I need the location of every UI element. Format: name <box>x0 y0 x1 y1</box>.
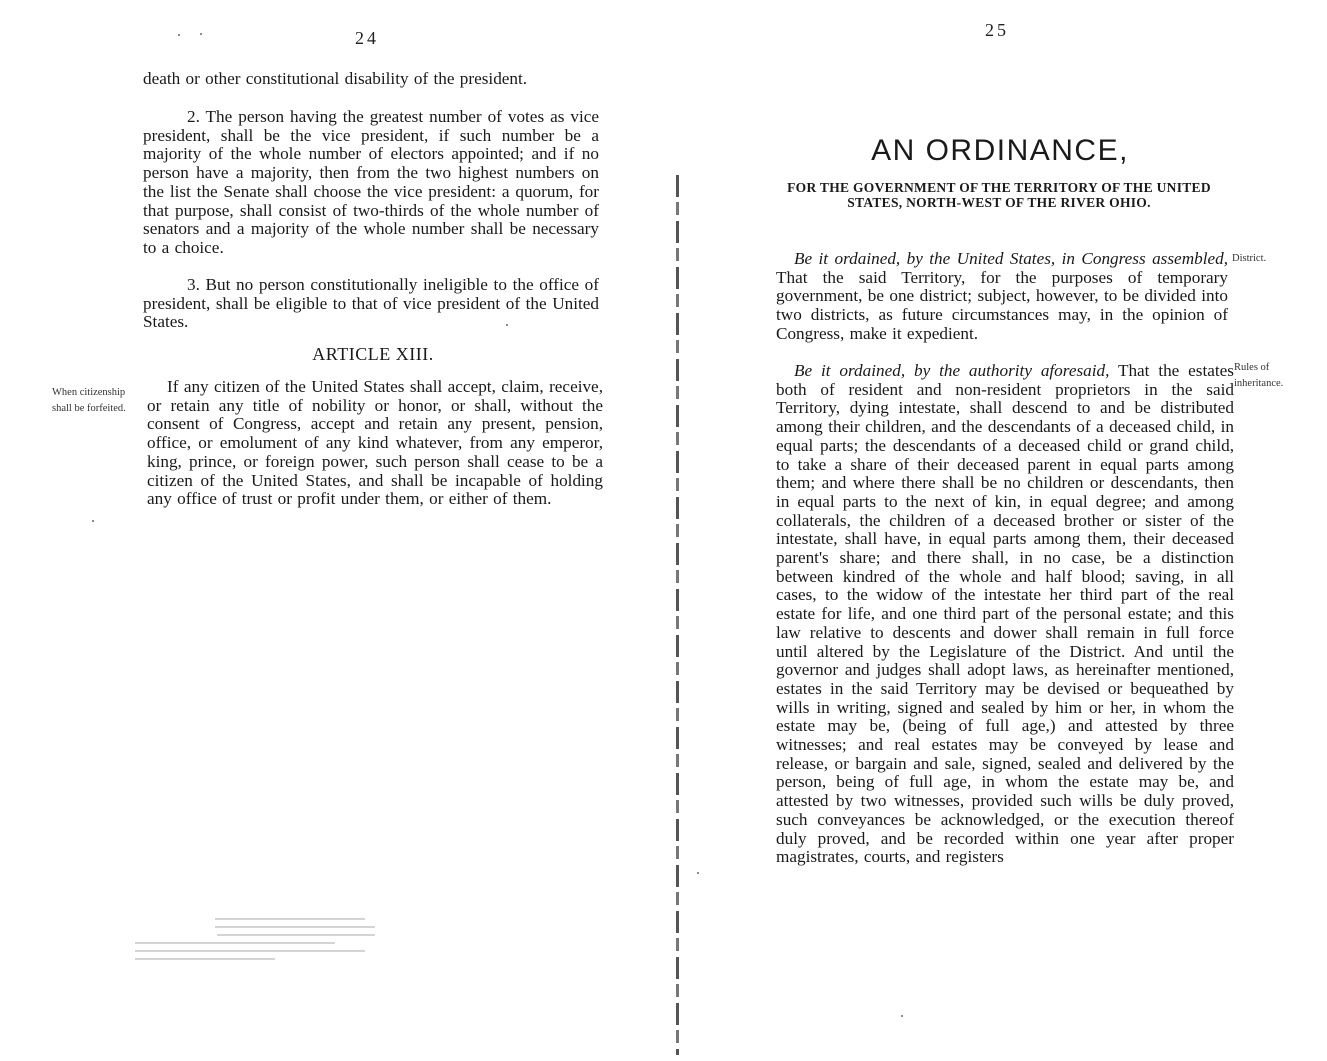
paragraph-continuation: death or other constitutional disability of the president. <box>143 69 528 88</box>
enacting-clause: Be it ordained, by the United States, in Congress assembled, <box>794 249 1228 268</box>
paper-speck <box>901 1015 903 1017</box>
article-xiii-text: If any citizen of the United States shall accept, claim, receive, or retain any title of nobility or honor, or shall, without the consent of Congress, accept and retain any present, pension, office, or emolument of any kind whatever, from any emperor, king, prince, or foreign power, such person shall cease to be a citizen of the United States, and shall be incapable of holding any office of trust or profit under them, or either of them. <box>147 377 603 509</box>
paragraph-body: That the estates both of resident and non-resident proprietors in the said Territory, dying intestate, shall descend to and be distributed among their children, and the descendants of a deceased child, in equal parts; the descendants of a deceased child or grand child, to take a share of their deceased parent in equal parts among them; and where there shall be no children or descendants, then in equal parts to the next of kin, in equal degree; and among collaterals, the children of a deceased brother or sister of the intestate, shall have, in equal parts among them, their deceased parent's share; and there shall, in no case, be a distinction between kindred of the whole and half blood; saving, in all cases, to the widow of the intestate her third part of the real estate for life, and one third part of the personal estate; and this law relative to descents and dower shall remain in full force until altered by the Legislature of the District. And until the governor and judges shall adopt laws, as hereinafter mentioned, estates in the said Territory may be devised or bequeathed by wills in writing, signed and sealed by him or her, in whom the estate may be, (being of full age,) and attested by three witnesses; and real estates may be conveyed by lease and release, or bargain and sale, signed, sealed and delivered by the person, being of full age, in whom the estate may be, and attested by two witnesses, provided such wills be duly proved, such conveyances be acknowledged, or the execution thereof duly proved, and be recorded within one year after proper magistrates, courts, and registers <box>776 361 1234 867</box>
ordinance-paragraph-inheritance <box>776 362 1234 867</box>
paragraph-body: That the said Territory, for the purposes of temporary government, be one district; subject, however, to be divided into two districts, as future circumstances may, in the opinion of Congress, make it expedient. <box>776 267 1228 343</box>
paper-speck <box>200 33 202 35</box>
paper-speck <box>697 872 699 874</box>
margin-note-inheritance: Rules of inheritance. <box>1234 362 1284 389</box>
page-number-right: 25 <box>985 20 1009 40</box>
enacting-clause: Be it ordained, by the authority aforesaid, <box>794 361 1110 380</box>
article-heading: ARTICLE XIII. <box>312 344 434 364</box>
page-number-left: 24 <box>355 28 379 48</box>
ordinance-paragraph-district <box>776 250 1228 344</box>
ordinance-subtitle: FOR THE GOVERNMENT OF THE TERRITORY OF THE UNITED STATES, NORTH-WEST OF THE RIVER OHIO. <box>787 180 1211 210</box>
paragraph-section-2: 2. The person having the greatest number of votes as vice president, shall be the vice president, if such number be a majority of the whole number of electors appointed; and if no person have a majority, then from the two highest numbers on the list the Senate shall choose the vice president: a quorum, for that purpose, shall consist of two-thirds of the whole number of senators and a majority of the whole number shall be necessary to a choice. <box>143 107 599 257</box>
margin-note-citizenship: When citizenship shall be forfeited. <box>52 387 126 414</box>
paper-speck <box>178 34 180 36</box>
ordinance-title: AN ORDINANCE, <box>871 134 1129 167</box>
paragraph-section-3: 3. But no person constitutionally ineligible to the office of president, shall be eligible to that of vice president of the United States. <box>143 275 599 332</box>
paper-speck <box>506 324 508 326</box>
paper-speck <box>92 520 94 522</box>
left-page <box>0 0 660 1061</box>
margin-note-district: District. <box>1232 253 1267 264</box>
library-stamp-faint <box>135 912 380 992</box>
